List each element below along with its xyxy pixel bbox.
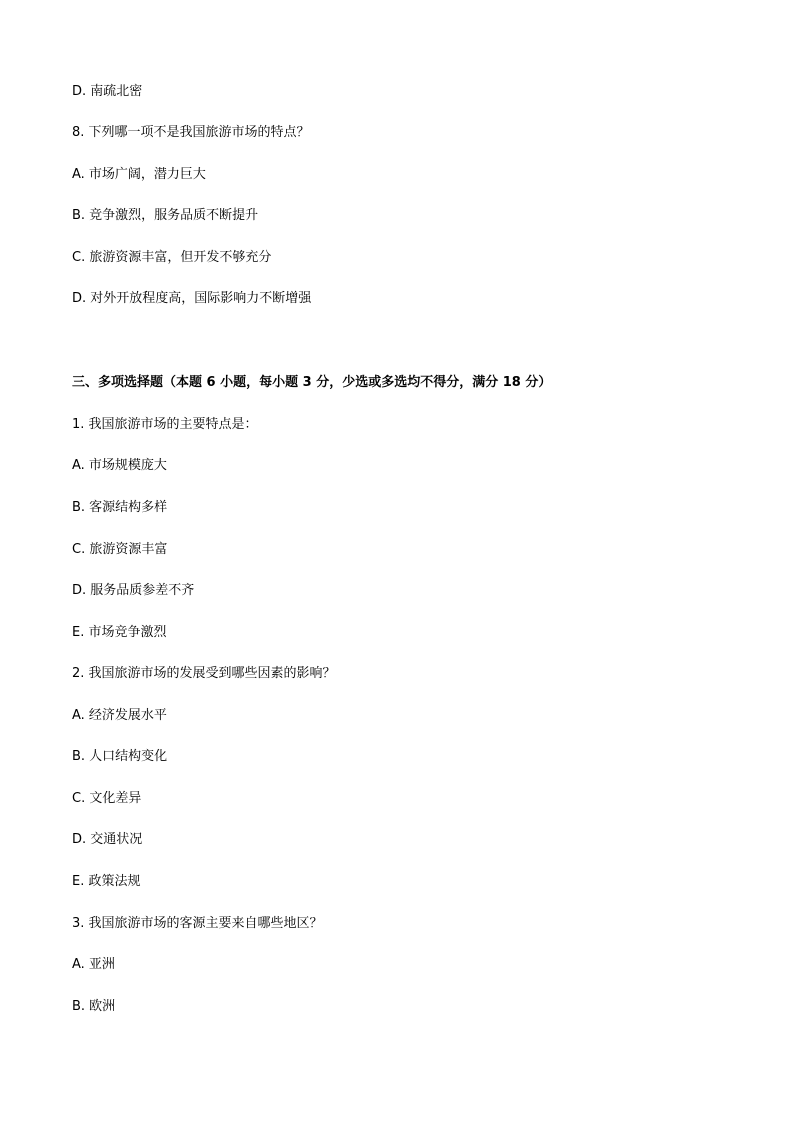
q8-option-a: A. 市场广阔，潜力巨大 — [72, 167, 206, 182]
section3-heading: 三、多项选择题（本题 6 小题，每小题 3 分，少选或多选均不得分，满分 18 分） — [72, 375, 552, 390]
s3-q2-question: 2. 我国旅游市场的发展受到哪些因素的影响？ — [72, 666, 336, 681]
s3-q2-option-d: D. 交通状况 — [72, 832, 143, 847]
q8-option-d: D. 对外开放程度高，国际影响力不断增强 — [72, 291, 312, 306]
q8-option-c: C. 旅游资源丰富，但开发不够充分 — [72, 250, 272, 265]
s3-q3-option-b: B. 欧洲 — [72, 999, 116, 1014]
s3-q1-option-d: D. 服务品质参差不齐 — [72, 583, 195, 598]
s3-q1-option-c: C. 旅游资源丰富 — [72, 542, 168, 557]
s3-q2-option-e: E. 政策法规 — [72, 874, 141, 889]
s3-q1-option-e: E. 市场竞争激烈 — [72, 625, 167, 640]
q8-question: 8. 下列哪一项不是我国旅游市场的特点？ — [72, 125, 310, 140]
q7-option-d: D. 南疏北密 — [72, 84, 143, 99]
s3-q1-question: 1. 我国旅游市场的主要特点是： — [72, 417, 258, 432]
s3-q2-option-a: A. 经济发展水平 — [72, 708, 167, 723]
s3-q3-question: 3. 我国旅游市场的客源主要来自哪些地区？ — [72, 916, 323, 931]
s3-q3-option-a: A. 亚洲 — [72, 957, 115, 972]
s3-q2-option-c: C. 文化差异 — [72, 791, 142, 806]
s3-q1-option-b: B. 客源结构多样 — [72, 500, 168, 515]
s3-q2-option-b: B. 人口结构变化 — [72, 749, 168, 764]
s3-q1-option-a: A. 市场规模庞大 — [72, 458, 167, 473]
q8-option-b: B. 竞争激烈，服务品质不断提升 — [72, 208, 259, 223]
